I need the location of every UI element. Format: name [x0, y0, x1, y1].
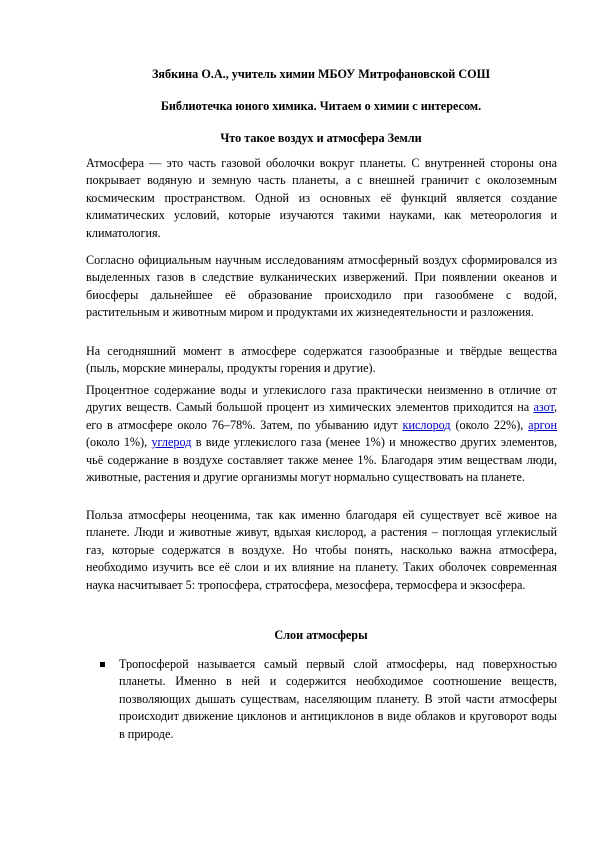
paragraph-atmosphere-origin: Согласно официальным научным исследованиям атмосферный воздух сформировался из выделенных газов в следствие вулканических извержений. При появлении океанов и биосферы дальнейшее её образование происходило при газообмене с водой, растительным и животным миром и продуктами их жизнедеятельности и разложения. — [86, 253, 557, 320]
composition-text-4: (около 1%), — [86, 435, 152, 450]
link-oxygen[interactable]: кислород — [402, 417, 451, 432]
composition-text-5: в виде углекислого газа (менее 1%) и множество других элементов, чьё содержание в воздухе составляет также менее 1%. Благодаря этим веществам люди, животные, растения и другие организмы могут нормально существовать на планете. — [86, 435, 557, 485]
link-carbon[interactable]: углерод — [151, 435, 192, 450]
bullet-square-icon — [100, 662, 105, 667]
link-nitrogen[interactable]: азот — [533, 400, 554, 415]
series-title: Библиотечка юного химика. Читаем о химии с интересом. — [160, 99, 482, 113]
paragraph-atmosphere-contents: На сегодняшний момент в атмосфере содержатся газообразные и твёрдые вещества (пыль, морские минералы, продукты горения и другие). — [86, 344, 557, 376]
paragraph-atmosphere-definition: Атмосфера — это часть газовой оболочки вокруг планеты. С внутренней стороны она покрывает водяную и земную часть планеты, а с внешней граничит с околоземным космическим пространством. Одной из основных её функций является создание климатических условий, которые изучаются такими науками, как метеорология и климатология. — [86, 156, 557, 240]
link-argon[interactable]: аргон — [528, 417, 557, 432]
author-line: Зябкина О.А., учитель химии МБОУ Митрофановской СОШ — [152, 67, 490, 81]
article-title: Что такое воздух и атмосфера Земли — [220, 131, 422, 145]
paragraph-composition — [86, 382, 557, 486]
composition-text-1: Процентное содержание воды и углекислого газа практически неизменно в отличие от других веществ. Самый большой процент из химических элементов приходится на — [86, 383, 557, 415]
list-item-text: Тропосферой называется самый первый слой атмосферы, над поверхностью планеты. Именно в ней и содержится необходимое соотношение веществ, позволяющих дышать существам, населяющим планету. В этой части атмосферы происходит движение циклонов и антициклонов в виде облаков и круговорот воды в природе. — [119, 657, 557, 741]
section-title-layers: Слои атмосферы — [274, 628, 368, 642]
composition-text-3: (около 22%), — [450, 417, 529, 432]
composition-text-2: , его в атмосфере около 76–78%. Затем, по убыванию идут — [86, 400, 557, 432]
paragraph-atmosphere-benefits: Польза атмосферы неоценима, так как именно благодаря ей существует всё живое на планете. Люди и животные живут, вдыхая кислород, а растения – поглощая углекислый газ, которые содержатся в воздухе. Но чтобы понять, насколько важна атмосфера, необходимо изучить все её слои и их влияние на планету. Таких оболочек современная наука насчитывает 5: тропосфера, стратосфера, мезосфера, термосфера и экзосфера. — [86, 508, 557, 592]
